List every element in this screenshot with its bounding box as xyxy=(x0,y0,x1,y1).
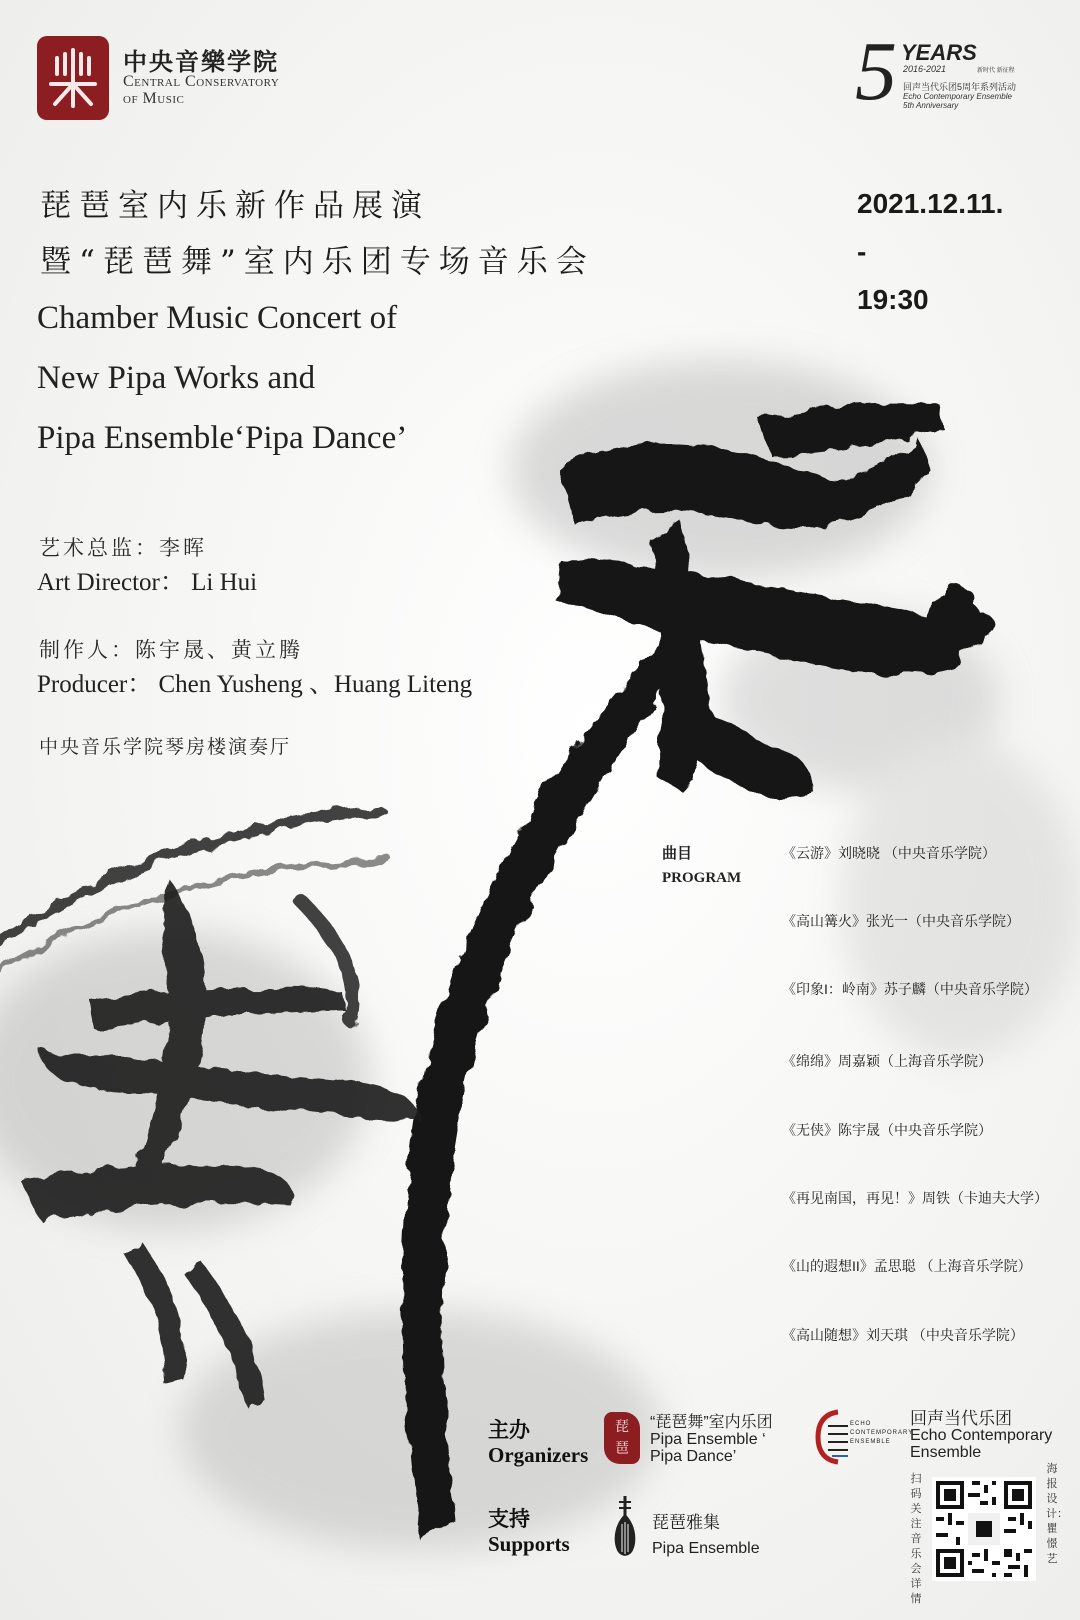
org2-name-en-line1: Echo Contemporary xyxy=(910,1427,1053,1444)
title-cn-line1: 琵琶室内乐新作品展演 xyxy=(40,188,430,224)
anniversary-years: YEARS xyxy=(901,40,977,65)
program-heading-en: PROGRAM xyxy=(662,870,742,886)
program-item: 《印象I：岭南》苏子麟（中央音乐学院） xyxy=(782,981,1038,997)
organizers-label-cn: 主办 xyxy=(488,1419,530,1442)
org2-text xyxy=(910,1410,1052,1461)
org1-text xyxy=(650,1414,773,1465)
pipa-dance-seal-icon xyxy=(604,1412,640,1464)
venue: 中央音乐学院琴房楼演奏厅 xyxy=(39,736,292,758)
producer-cn: 制作人：陈宇晟、黄立腾 xyxy=(39,638,303,662)
program-item: 《云游》刘晓晓 （中央音乐学院） xyxy=(782,845,996,861)
logo-chinese-name: 中央音樂学院 xyxy=(123,46,279,76)
echo-5-years-logo xyxy=(855,25,1035,118)
anniversary-number: 5 xyxy=(855,25,897,118)
anniversary-range: 2016-2021 xyxy=(903,64,947,74)
anniversary-english xyxy=(903,92,1012,110)
central-conservatory-logo xyxy=(37,36,279,120)
concert-datetime xyxy=(857,180,1003,324)
org2-name-en-line2: Ensemble xyxy=(910,1444,982,1461)
sup1-name-cn: 琵琶雅集 xyxy=(652,1513,720,1532)
producer-en: Producer： Chen Yusheng 、Huang Liteng xyxy=(37,671,473,698)
conservatory-seal-icon xyxy=(37,36,109,120)
pipa-instrument-icon xyxy=(610,1494,640,1562)
echo-ensemble-logo-icon xyxy=(814,1408,914,1466)
title-chinese xyxy=(40,178,595,290)
title-cn-line2: 暨“琵琶舞”室内乐团专场音乐会 xyxy=(40,244,595,280)
program-heading-cn: 曲目 xyxy=(662,845,693,862)
art-director-en: Art Director： Li Hui xyxy=(37,569,258,596)
pipa-dance-seal-text: 琵琶 xyxy=(615,1419,629,1457)
title-en-line3: Pipa Ensemble‘Pipa Dance’ xyxy=(37,420,408,456)
title-en-line1: Chamber Music Concert of xyxy=(37,300,398,336)
sup1-text xyxy=(652,1510,760,1562)
program-item: 《高山篝火》张光一（中央音乐学院） xyxy=(782,913,1020,929)
anniversary-english-line1: Echo Contemporary Ensemble xyxy=(903,92,1012,101)
program-item: 《绵绵》周嘉颖（上海音乐学院） xyxy=(782,1053,992,1069)
anniversary-chinese: 回声当代乐团5周年系列活动 xyxy=(903,82,1017,92)
supports-label-en: Supports xyxy=(488,1532,570,1556)
org1-name-en-line2: Pipa Dance’ xyxy=(650,1448,737,1465)
org2-name-cn: 回声当代乐团 xyxy=(910,1409,1012,1428)
title-english xyxy=(37,288,407,468)
art-director-cn: 艺术总监：李晖 xyxy=(39,536,207,560)
qr-code-icon[interactable] xyxy=(932,1477,1036,1581)
poster-designer-credit: 海报设计：瞿憬艺 xyxy=(1046,1463,1068,1565)
concert-time: 19:30 xyxy=(857,284,929,315)
concert-date: 2021.12.11. xyxy=(857,188,1004,219)
logo-english-line2: of Music xyxy=(123,89,185,107)
org1-name-cn: “琵琶舞”室内乐团 xyxy=(650,1414,773,1431)
program-item: 《无侠》陈宇晟（中央音乐学院） xyxy=(782,1122,992,1138)
title-en-line2: New Pipa Works and xyxy=(37,360,316,396)
echo-logo-wordmark: ECHO CONTEMPORARY ENSEMBLE xyxy=(850,1421,914,1445)
org1-name-en-line1: Pipa Ensemble ‘ xyxy=(650,1431,766,1448)
program-item: 《山的遐想II》孟思聪 （上海音乐学院） xyxy=(782,1258,1032,1274)
date-dash: - xyxy=(857,236,867,267)
qr-caption: 扫码关注音乐会详情 xyxy=(910,1473,922,1605)
organizers-label-en: Organizers xyxy=(488,1443,589,1467)
program-item: 《再见南国，再见！》周铁（卡迪夫大学） xyxy=(782,1190,1048,1206)
anniversary-english-line2: 5th Anniversary xyxy=(903,101,959,111)
supports-label-cn: 支持 xyxy=(488,1508,530,1531)
sup1-name-en: Pipa Ensemble xyxy=(652,1540,760,1557)
anniversary-slogan: 新时代 新征程 xyxy=(977,68,1015,74)
logo-english-line1: Central Conservatory xyxy=(123,72,280,90)
program-item: 《高山随想》刘天琪 （中央音乐学院） xyxy=(782,1327,1024,1343)
